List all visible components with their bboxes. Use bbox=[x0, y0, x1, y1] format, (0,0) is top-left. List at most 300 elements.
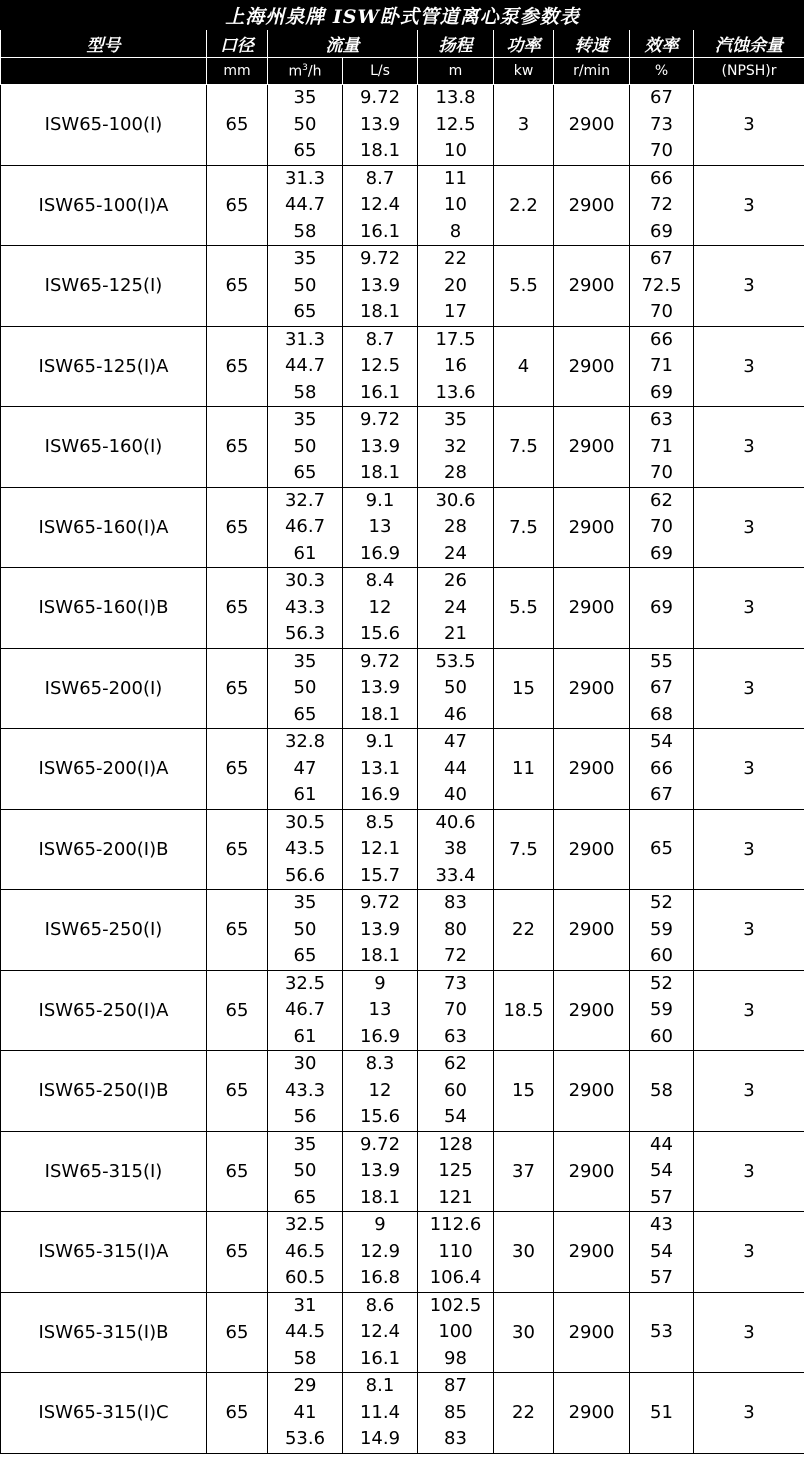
head-cell-value: 44 bbox=[444, 757, 467, 779]
model-cell: ISW65-200(I) bbox=[1, 648, 207, 729]
flow-m3h-cell-value: 31.3 bbox=[284, 167, 326, 189]
efficiency-cell bbox=[630, 970, 694, 1051]
efficiency-cell-value: 66 bbox=[650, 167, 673, 189]
npsh-cell: 3 bbox=[694, 487, 804, 568]
flow-m3h-cell-value: 32.8 bbox=[284, 731, 326, 752]
efficiency-cell-value: 73 bbox=[650, 113, 673, 135]
flow-m3h-cell-value: 35 bbox=[293, 650, 317, 672]
unit-flow-m3h-tail: /h bbox=[307, 63, 322, 80]
flow-ls-cell-value: 12.9 bbox=[359, 1240, 401, 1262]
flow-ls-cell-value: 9.72 bbox=[359, 87, 401, 108]
flow-m3h-cell-value: 61 bbox=[293, 1025, 317, 1047]
flow-m3h-cell-value: 35 bbox=[293, 409, 317, 430]
power-cell: 15 bbox=[494, 648, 554, 729]
efficiency-cell-value: 69 bbox=[650, 596, 673, 618]
head-cell bbox=[418, 648, 494, 729]
flow-ls-cell-value: 12.4 bbox=[359, 194, 401, 215]
table-row bbox=[1, 326, 804, 407]
speed-cell: 2900 bbox=[554, 85, 630, 166]
diameter-cell: 65 bbox=[207, 568, 268, 649]
flow-ls-cell-value: 8.6 bbox=[365, 1294, 395, 1316]
flow-ls-cell-value: 18.1 bbox=[359, 301, 401, 322]
flow-m3h-cell-value: 29 bbox=[293, 1375, 317, 1396]
flow-ls-cell-value: 9.72 bbox=[359, 650, 401, 672]
head-cell-value: 100 bbox=[438, 1321, 473, 1342]
npsh-cell: 3 bbox=[694, 1292, 804, 1373]
efficiency-cell-value: 60 bbox=[650, 1025, 673, 1047]
flow-ls-cell bbox=[343, 729, 418, 810]
power-cell: 7.5 bbox=[494, 407, 554, 488]
head-cell-value: 38 bbox=[444, 838, 467, 859]
table-row bbox=[1, 1292, 804, 1373]
head-cell-value: 83 bbox=[444, 1428, 467, 1449]
flow-m3h-cell-value: 50 bbox=[293, 435, 317, 457]
speed-cell: 2900 bbox=[554, 487, 630, 568]
flow-m3h-cell-value: 44.7 bbox=[284, 355, 326, 376]
flow-ls-cell-value: 13.9 bbox=[359, 1160, 401, 1181]
power-cell: 5.5 bbox=[494, 568, 554, 649]
npsh-cell: 3 bbox=[694, 890, 804, 971]
table-row bbox=[1, 970, 804, 1051]
diameter-cell: 65 bbox=[207, 1131, 268, 1212]
flow-ls-cell-value: 13.9 bbox=[359, 274, 401, 296]
table-row bbox=[1, 729, 804, 810]
flow-ls-cell-value: 12.5 bbox=[359, 355, 401, 376]
head-cell-value: 98 bbox=[444, 1347, 467, 1369]
flow-ls-cell bbox=[343, 246, 418, 327]
flow-m3h-cell-value: 50 bbox=[293, 1160, 317, 1181]
flow-ls-cell-value: 14.9 bbox=[359, 1428, 401, 1449]
efficiency-cell-value: 68 bbox=[650, 703, 673, 725]
flow-ls-cell-value: 11.4 bbox=[359, 1401, 401, 1423]
efficiency-cell-value: 44 bbox=[650, 1133, 673, 1155]
head-cell-value: 17.5 bbox=[435, 328, 476, 350]
head-cell-value: 40.6 bbox=[435, 811, 476, 833]
npsh-cell: 3 bbox=[694, 1212, 804, 1293]
efficiency-cell-value: 52 bbox=[650, 892, 673, 913]
head-cell-value: 73 bbox=[444, 972, 467, 994]
flow-m3h-cell-value: 43.3 bbox=[284, 1079, 326, 1101]
flow-ls-cell-value: 18.1 bbox=[359, 703, 401, 725]
npsh-cell: 3 bbox=[694, 1373, 804, 1454]
efficiency-cell-value: 53 bbox=[650, 1321, 673, 1342]
diameter-cell: 65 bbox=[207, 1051, 268, 1132]
diameter-cell: 65 bbox=[207, 970, 268, 1051]
model-cell: ISW65-125(I) bbox=[1, 246, 207, 327]
efficiency-cell-value: 66 bbox=[650, 328, 673, 350]
model-cell: ISW65-315(I)A bbox=[1, 1212, 207, 1293]
efficiency-cell bbox=[630, 890, 694, 971]
unit-flow-ls: L/s bbox=[343, 58, 418, 85]
flow-m3h-cell bbox=[268, 246, 343, 327]
unit-diameter: mm bbox=[207, 58, 268, 85]
flow-ls-cell-value: 12.1 bbox=[359, 838, 401, 859]
flow-m3h-cell-value: 50 bbox=[293, 113, 317, 135]
flow-m3h-cell-value: 44.7 bbox=[284, 194, 326, 215]
flow-m3h-cell-value: 56.3 bbox=[284, 623, 326, 644]
unit-efficiency: % bbox=[630, 58, 694, 85]
head-cell-value: 83 bbox=[444, 892, 467, 913]
table-row bbox=[1, 1131, 804, 1212]
npsh-cell: 3 bbox=[694, 326, 804, 407]
flow-ls-cell bbox=[343, 1373, 418, 1454]
flow-m3h-cell-value: 60.5 bbox=[284, 1267, 326, 1288]
flow-ls-cell-value: 16.8 bbox=[359, 1267, 401, 1288]
head-cell-value: 63 bbox=[444, 1025, 467, 1047]
header-npsh: 汽蚀余量 bbox=[694, 30, 804, 58]
flow-ls-cell-value: 9 bbox=[374, 972, 386, 994]
model-cell: ISW65-315(I)B bbox=[1, 1292, 207, 1373]
flow-m3h-cell-value: 53.6 bbox=[284, 1428, 326, 1449]
power-cell: 22 bbox=[494, 1373, 554, 1454]
flow-ls-cell-value: 9.1 bbox=[365, 489, 395, 511]
head-cell-value: 53.5 bbox=[435, 650, 476, 672]
flow-m3h-cell bbox=[268, 487, 343, 568]
flow-m3h-cell bbox=[268, 1131, 343, 1212]
flow-m3h-cell bbox=[268, 568, 343, 649]
power-cell: 3 bbox=[494, 85, 554, 166]
model-cell: ISW65-250(I)B bbox=[1, 1051, 207, 1132]
unit-flow-m3h-base: m bbox=[288, 63, 303, 80]
head-cell bbox=[418, 246, 494, 327]
power-cell: 4 bbox=[494, 326, 554, 407]
speed-cell: 2900 bbox=[554, 729, 630, 810]
head-cell bbox=[418, 1051, 494, 1132]
table-row bbox=[1, 1373, 804, 1454]
head-cell bbox=[418, 809, 494, 890]
head-cell-value: 46 bbox=[444, 703, 467, 725]
efficiency-cell-value: 54 bbox=[650, 731, 673, 752]
head-cell bbox=[418, 729, 494, 810]
table-row bbox=[1, 407, 804, 488]
diameter-cell: 65 bbox=[207, 407, 268, 488]
npsh-cell: 3 bbox=[694, 809, 804, 890]
header-head: 扬程 bbox=[418, 30, 494, 58]
model-cell: ISW65-200(I)B bbox=[1, 809, 207, 890]
flow-ls-cell-value: 9.72 bbox=[359, 1133, 401, 1155]
model-cell: ISW65-315(I) bbox=[1, 1131, 207, 1212]
head-cell-value: 125 bbox=[438, 1160, 473, 1181]
flow-m3h-cell bbox=[268, 85, 343, 166]
flow-m3h-cell-value: 50 bbox=[293, 274, 317, 296]
efficiency-cell bbox=[630, 648, 694, 729]
efficiency-cell-value: 63 bbox=[650, 409, 673, 430]
power-cell: 37 bbox=[494, 1131, 554, 1212]
unit-flow-m3h bbox=[268, 58, 343, 85]
flow-m3h-cell-value: 61 bbox=[293, 542, 317, 564]
efficiency-cell bbox=[630, 809, 694, 890]
efficiency-cell-value: 67 bbox=[650, 784, 673, 805]
flow-m3h-cell-value: 46.7 bbox=[284, 999, 326, 1020]
head-cell-value: 128 bbox=[438, 1133, 473, 1155]
flow-m3h-cell-value: 65 bbox=[293, 462, 317, 483]
head-cell-value: 10 bbox=[444, 194, 467, 215]
model-cell: ISW65-160(I)B bbox=[1, 568, 207, 649]
efficiency-cell-value: 62 bbox=[650, 489, 673, 511]
efficiency-cell bbox=[630, 487, 694, 568]
efficiency-cell-value: 57 bbox=[650, 1186, 673, 1208]
efficiency-cell-value: 72.5 bbox=[641, 274, 682, 296]
npsh-cell: 3 bbox=[694, 85, 804, 166]
flow-ls-cell-value: 8.7 bbox=[365, 167, 395, 189]
flow-m3h-cell-value: 35 bbox=[293, 248, 317, 269]
flow-m3h-cell-value: 56 bbox=[293, 1106, 317, 1127]
flow-m3h-cell-value: 58 bbox=[293, 220, 317, 242]
flow-ls-cell-value: 9.72 bbox=[359, 409, 401, 430]
efficiency-cell-value: 67 bbox=[650, 677, 673, 698]
efficiency-cell-value: 70 bbox=[650, 140, 673, 161]
flow-m3h-cell bbox=[268, 165, 343, 246]
flow-ls-cell-value: 8.5 bbox=[365, 811, 395, 833]
flow-ls-cell bbox=[343, 809, 418, 890]
flow-m3h-cell-value: 46.7 bbox=[284, 516, 326, 537]
flow-m3h-cell-value: 61 bbox=[293, 784, 317, 805]
efficiency-cell-value: 71 bbox=[650, 435, 673, 457]
head-cell bbox=[418, 165, 494, 246]
diameter-cell: 65 bbox=[207, 487, 268, 568]
efficiency-cell-value: 59 bbox=[650, 918, 673, 940]
head-cell-value: 22 bbox=[444, 248, 467, 269]
power-cell: 7.5 bbox=[494, 809, 554, 890]
flow-ls-cell-value: 13.1 bbox=[359, 757, 401, 779]
efficiency-cell-value: 52 bbox=[650, 972, 673, 994]
head-cell-value: 21 bbox=[444, 623, 467, 644]
table-title: 上海州泉牌 ISW卧式管道离心泵参数表 bbox=[1, 1, 804, 30]
efficiency-cell bbox=[630, 729, 694, 810]
power-cell: 30 bbox=[494, 1292, 554, 1373]
power-cell: 7.5 bbox=[494, 487, 554, 568]
flow-m3h-cell bbox=[268, 326, 343, 407]
head-cell-value: 54 bbox=[444, 1106, 467, 1127]
power-cell: 18.5 bbox=[494, 970, 554, 1051]
flow-ls-cell-value: 13.9 bbox=[359, 435, 401, 457]
efficiency-cell-value: 70 bbox=[650, 301, 673, 322]
efficiency-cell-value: 65 bbox=[650, 838, 673, 859]
table-row bbox=[1, 246, 804, 327]
efficiency-cell bbox=[630, 1373, 694, 1454]
flow-m3h-cell-value: 65 bbox=[293, 301, 317, 322]
header-flow: 流量 bbox=[268, 30, 418, 58]
header-efficiency: 效率 bbox=[630, 30, 694, 58]
head-cell bbox=[418, 1212, 494, 1293]
header-diameter: 口径 bbox=[207, 30, 268, 58]
diameter-cell: 65 bbox=[207, 165, 268, 246]
npsh-cell: 3 bbox=[694, 568, 804, 649]
flow-ls-cell bbox=[343, 648, 418, 729]
efficiency-cell-value: 69 bbox=[650, 381, 673, 403]
efficiency-cell bbox=[630, 407, 694, 488]
power-cell: 5.5 bbox=[494, 246, 554, 327]
efficiency-cell-value: 70 bbox=[650, 516, 673, 537]
head-cell-value: 112.6 bbox=[429, 1214, 482, 1235]
flow-ls-cell-value: 9.72 bbox=[359, 892, 401, 913]
flow-m3h-cell-value: 47 bbox=[293, 757, 317, 779]
flow-m3h-cell-value: 30.3 bbox=[284, 570, 326, 591]
flow-m3h-cell bbox=[268, 1051, 343, 1132]
head-cell bbox=[418, 1131, 494, 1212]
flow-ls-cell-value: 16.1 bbox=[359, 1347, 401, 1369]
efficiency-cell-value: 67 bbox=[650, 87, 673, 108]
efficiency-cell-value: 54 bbox=[650, 1160, 673, 1181]
efficiency-cell bbox=[630, 1131, 694, 1212]
flow-m3h-cell-value: 35 bbox=[293, 892, 317, 913]
head-cell-value: 28 bbox=[444, 462, 467, 483]
table-row bbox=[1, 890, 804, 971]
flow-m3h-cell-value: 31.3 bbox=[284, 328, 326, 350]
head-cell-value: 11 bbox=[444, 167, 467, 189]
flow-m3h-cell-value: 30 bbox=[293, 1053, 317, 1074]
npsh-cell: 3 bbox=[694, 1051, 804, 1132]
flow-m3h-cell bbox=[268, 890, 343, 971]
model-cell: ISW65-200(I)A bbox=[1, 729, 207, 810]
head-cell-value: 70 bbox=[444, 999, 467, 1020]
flow-ls-cell bbox=[343, 1131, 418, 1212]
head-cell-value: 85 bbox=[444, 1401, 467, 1423]
head-cell-value: 110 bbox=[438, 1240, 473, 1262]
flow-m3h-cell-value: 46.5 bbox=[284, 1240, 326, 1262]
model-cell: ISW65-100(I)A bbox=[1, 165, 207, 246]
speed-cell: 2900 bbox=[554, 1373, 630, 1454]
header-power: 功率 bbox=[494, 30, 554, 58]
flow-ls-cell bbox=[343, 970, 418, 1051]
flow-m3h-cell bbox=[268, 1292, 343, 1373]
flow-m3h-cell-value: 58 bbox=[293, 381, 317, 403]
speed-cell: 2900 bbox=[554, 1292, 630, 1373]
npsh-cell: 3 bbox=[694, 729, 804, 810]
power-cell: 11 bbox=[494, 729, 554, 810]
flow-ls-cell-value: 8.7 bbox=[365, 328, 395, 350]
flow-ls-cell-value: 16.1 bbox=[359, 220, 401, 242]
flow-ls-cell-value: 13.9 bbox=[359, 918, 401, 940]
model-cell: ISW65-250(I)A bbox=[1, 970, 207, 1051]
flow-ls-cell bbox=[343, 568, 418, 649]
efficiency-cell-value: 51 bbox=[650, 1401, 673, 1423]
flow-m3h-cell-value: 35 bbox=[293, 1133, 317, 1155]
flow-ls-cell-value: 9 bbox=[374, 1214, 386, 1235]
flow-ls-cell-value: 15.7 bbox=[359, 864, 401, 886]
head-cell-value: 10 bbox=[444, 140, 467, 161]
efficiency-cell-value: 43 bbox=[650, 1214, 673, 1235]
head-cell-value: 72 bbox=[444, 945, 467, 966]
efficiency-cell-value: 58 bbox=[650, 1079, 673, 1101]
npsh-cell: 3 bbox=[694, 970, 804, 1051]
table-row bbox=[1, 165, 804, 246]
head-cell-value: 13.6 bbox=[435, 381, 476, 403]
head-cell-value: 60 bbox=[444, 1079, 467, 1101]
efficiency-cell bbox=[630, 246, 694, 327]
model-cell: ISW65-125(I)A bbox=[1, 326, 207, 407]
flow-ls-cell bbox=[343, 85, 418, 166]
flow-ls-cell-value: 15.6 bbox=[359, 1106, 401, 1127]
head-cell bbox=[418, 970, 494, 1051]
efficiency-cell-value: 55 bbox=[650, 650, 673, 672]
efficiency-cell-value: 69 bbox=[650, 220, 673, 242]
flow-ls-cell-value: 15.6 bbox=[359, 623, 401, 644]
flow-ls-cell-value: 12 bbox=[368, 596, 392, 618]
flow-ls-cell-value: 16.1 bbox=[359, 381, 401, 403]
efficiency-cell bbox=[630, 1051, 694, 1132]
power-cell: 2.2 bbox=[494, 165, 554, 246]
speed-cell: 2900 bbox=[554, 1212, 630, 1293]
efficiency-cell-value: 57 bbox=[650, 1267, 673, 1288]
head-cell-value: 8 bbox=[449, 220, 462, 242]
flow-ls-cell-value: 13 bbox=[368, 999, 392, 1020]
table-row bbox=[1, 85, 804, 166]
flow-ls-cell-value: 12 bbox=[368, 1079, 392, 1101]
efficiency-cell-value: 70 bbox=[650, 462, 673, 483]
flow-m3h-cell bbox=[268, 1212, 343, 1293]
unit-row bbox=[1, 58, 804, 85]
flow-m3h-cell-value: 56.6 bbox=[284, 864, 326, 886]
head-cell bbox=[418, 487, 494, 568]
diameter-cell: 65 bbox=[207, 729, 268, 810]
flow-m3h-cell-value: 65 bbox=[293, 1186, 317, 1208]
flow-m3h-cell-value: 65 bbox=[293, 703, 317, 725]
table-body bbox=[1, 1, 804, 1454]
flow-ls-cell-value: 8.3 bbox=[365, 1053, 395, 1074]
flow-ls-cell-value: 13.9 bbox=[359, 113, 401, 135]
unit-model-empty bbox=[1, 58, 207, 85]
table-row bbox=[1, 487, 804, 568]
flow-ls-cell bbox=[343, 890, 418, 971]
efficiency-cell-value: 66 bbox=[650, 757, 673, 779]
flow-m3h-cell-value: 30.5 bbox=[284, 811, 326, 833]
diameter-cell: 65 bbox=[207, 85, 268, 166]
flow-ls-cell-value: 8.1 bbox=[365, 1375, 395, 1396]
model-cell: ISW65-250(I) bbox=[1, 890, 207, 971]
npsh-cell: 3 bbox=[694, 407, 804, 488]
efficiency-cell bbox=[630, 568, 694, 649]
efficiency-cell-value: 67 bbox=[650, 248, 673, 269]
speed-cell: 2900 bbox=[554, 407, 630, 488]
diameter-cell: 65 bbox=[207, 326, 268, 407]
head-cell-value: 121 bbox=[438, 1186, 473, 1208]
head-cell bbox=[418, 407, 494, 488]
diameter-cell: 65 bbox=[207, 648, 268, 729]
flow-ls-cell bbox=[343, 326, 418, 407]
flow-m3h-cell-value: 65 bbox=[293, 140, 317, 161]
header-speed: 转速 bbox=[554, 30, 630, 58]
head-cell-value: 12.5 bbox=[435, 113, 476, 135]
efficiency-cell bbox=[630, 85, 694, 166]
title-row bbox=[1, 1, 804, 30]
model-cell: ISW65-160(I) bbox=[1, 407, 207, 488]
head-cell-value: 28 bbox=[444, 516, 467, 537]
efficiency-cell-value: 60 bbox=[650, 945, 673, 966]
flow-ls-cell-value: 18.1 bbox=[359, 945, 401, 966]
flow-m3h-cell bbox=[268, 648, 343, 729]
flow-m3h-cell bbox=[268, 407, 343, 488]
efficiency-cell bbox=[630, 165, 694, 246]
speed-cell: 2900 bbox=[554, 568, 630, 649]
head-cell bbox=[418, 890, 494, 971]
speed-cell: 2900 bbox=[554, 1051, 630, 1132]
table-row bbox=[1, 648, 804, 729]
flow-m3h-cell-value: 43.5 bbox=[284, 838, 326, 859]
npsh-cell: 3 bbox=[694, 246, 804, 327]
unit-power: kw bbox=[494, 58, 554, 85]
head-cell bbox=[418, 1373, 494, 1454]
flow-ls-cell-value: 12.4 bbox=[359, 1321, 401, 1342]
flow-m3h-cell-value: 32.7 bbox=[284, 489, 326, 511]
head-cell-value: 47 bbox=[444, 731, 467, 752]
table-row bbox=[1, 568, 804, 649]
efficiency-cell-value: 69 bbox=[650, 542, 673, 564]
npsh-cell: 3 bbox=[694, 165, 804, 246]
flow-m3h-cell-value: 58 bbox=[293, 1347, 317, 1369]
flow-m3h-cell-value: 65 bbox=[293, 945, 317, 966]
model-cell: ISW65-160(I)A bbox=[1, 487, 207, 568]
